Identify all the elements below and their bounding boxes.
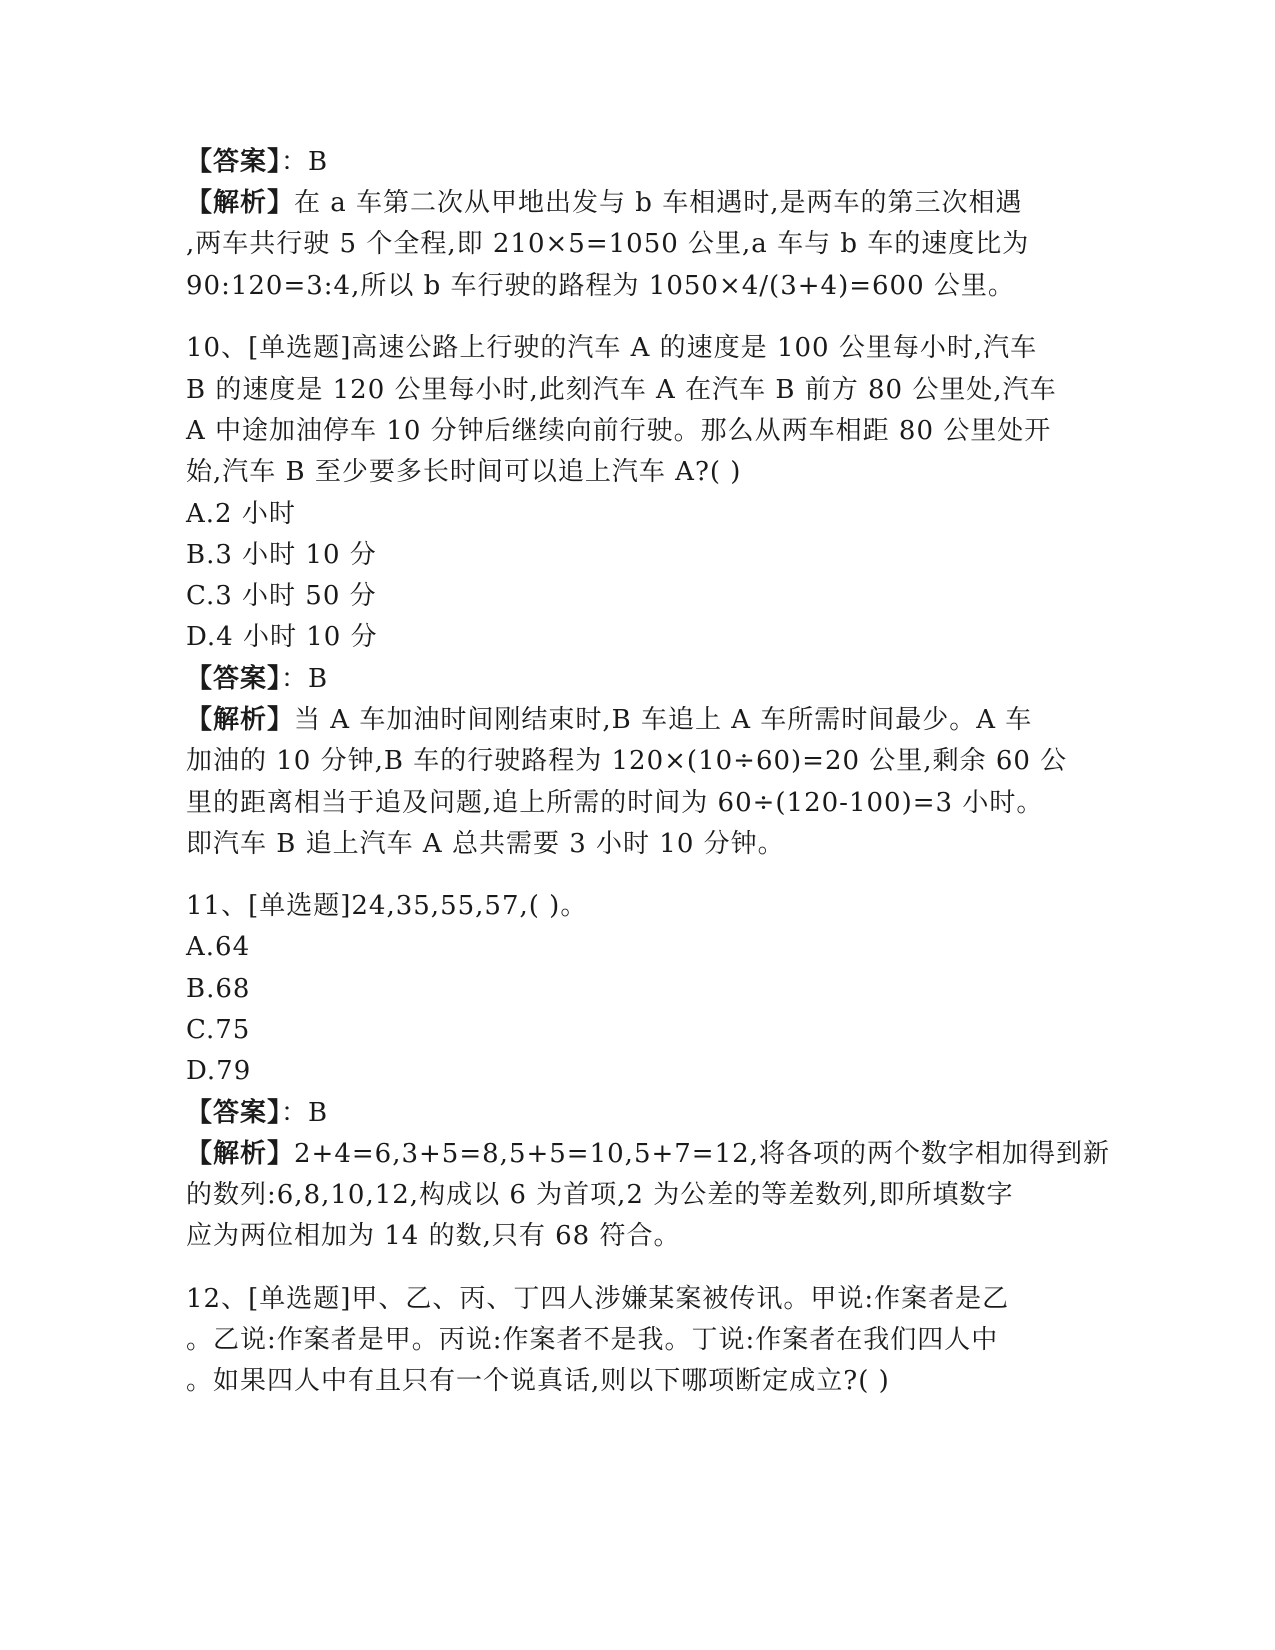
q11-analysis-line-1 xyxy=(186,1139,1110,1169)
q12-stem-line-3: 。如果四人中有且只有一个说真话,则以下哪项断定成立?( ) xyxy=(186,1366,890,1396)
q11-stem-line-1: 11、[单选题]24,35,55,57,( )。 xyxy=(186,891,588,921)
q10-answer-label: 【答案】 xyxy=(186,664,282,694)
q11-analysis-label: 【解析】 xyxy=(186,1139,295,1169)
q11-answer xyxy=(186,1098,1086,1128)
q9-answer-value: ：B xyxy=(281,147,329,177)
q9-analysis-line-3: 90:120=3:4,所以 b 车行驶的路程为 1050×4/(3+4)=600 公里。 xyxy=(186,271,1015,301)
q10-analysis-label: 【解析】 xyxy=(186,705,295,735)
q10-stem-line-4: 始,汽车 B 至少要多长时间可以追上汽车 A?( ) xyxy=(186,457,742,487)
q9-analysis-line-1 xyxy=(186,188,1086,218)
q10-option-b: B.3 小时 10 分 xyxy=(186,540,377,570)
q11-answer-value: ：B xyxy=(281,1098,329,1128)
q10-stem-line-3: A 中途加油停车 10 分钟后继续向前行驶。那么从两车相距 80 公里处开 xyxy=(186,416,1052,446)
q10-option-c: C.3 小时 50 分 xyxy=(186,581,377,611)
q10-analysis-text-1: 当 A 车加油时间刚结束时,B 车追上 A 车所需时间最少。A 车 xyxy=(294,705,1033,735)
q11-answer-label: 【答案】 xyxy=(186,1098,282,1128)
q10-analysis-line-1 xyxy=(186,705,1086,735)
q9-analysis-text-1: 在 a 车第二次从甲地出发与 b 车相遇时,是两车的第三次相遇 xyxy=(294,188,1023,218)
q11-option-c: C.75 xyxy=(186,1015,251,1045)
q9-analysis-line-2: ,两车共行驶 5 个全程,即 210×5=1050 公里,a 车与 b 车的速度比为 xyxy=(186,229,1030,259)
q11-analysis-line-3: 应为两位相加为 14 的数,只有 68 符合。 xyxy=(186,1221,681,1251)
q12-stem-line-1: 12、[单选题]甲、乙、丙、丁四人涉嫌某案被传讯。甲说:作案者是乙 xyxy=(186,1284,1010,1314)
q10-analysis-line-3: 里的距离相当于追及问题,追上所需的时间为 60÷(120-100)=3 小时。 xyxy=(186,788,1044,818)
q11-option-b: B.68 xyxy=(186,974,251,1004)
q10-answer-value: ：B xyxy=(281,664,329,694)
q10-option-a: A.2 小时 xyxy=(186,499,296,529)
q12-stem-line-2: 。乙说:作案者是甲。丙说:作案者不是我。丁说:作案者在我们四人中 xyxy=(186,1325,999,1355)
q10-answer xyxy=(186,664,1086,694)
q11-option-a: A.64 xyxy=(186,932,251,962)
q10-analysis-line-2: 加油的 10 分钟,B 车的行驶路程为 120×(10÷60)=20 公里,剩余 60 公 xyxy=(186,746,1068,776)
q11-analysis-line-2: 的数列:6,8,10,12,构成以 6 为首项,2 为公差的等差数列,即所填数字 xyxy=(186,1180,1014,1210)
q10-option-d: D.4 小时 10 分 xyxy=(186,622,378,652)
q10-stem-line-1: 10、[单选题]高速公路上行驶的汽车 A 的速度是 100 公里每小时,汽车 xyxy=(186,333,1038,363)
q11-analysis-text-1: 2+4=6,3+5=8,5+5=10,5+7=12,将各项的两个数字相加得到新 xyxy=(294,1139,1110,1169)
q9-answer-label: 【答案】 xyxy=(186,147,282,177)
q10-analysis-line-4: 即汽车 B 追上汽车 A 总共需要 3 小时 10 分钟。 xyxy=(186,829,785,859)
q10-stem-line-2: B 的速度是 120 公里每小时,此刻汽车 A 在汽车 B 前方 80 公里处,汽车 xyxy=(186,375,1057,405)
q9-answer xyxy=(186,147,1086,177)
q11-option-d: D.79 xyxy=(186,1056,252,1086)
q9-analysis-label: 【解析】 xyxy=(186,188,295,218)
